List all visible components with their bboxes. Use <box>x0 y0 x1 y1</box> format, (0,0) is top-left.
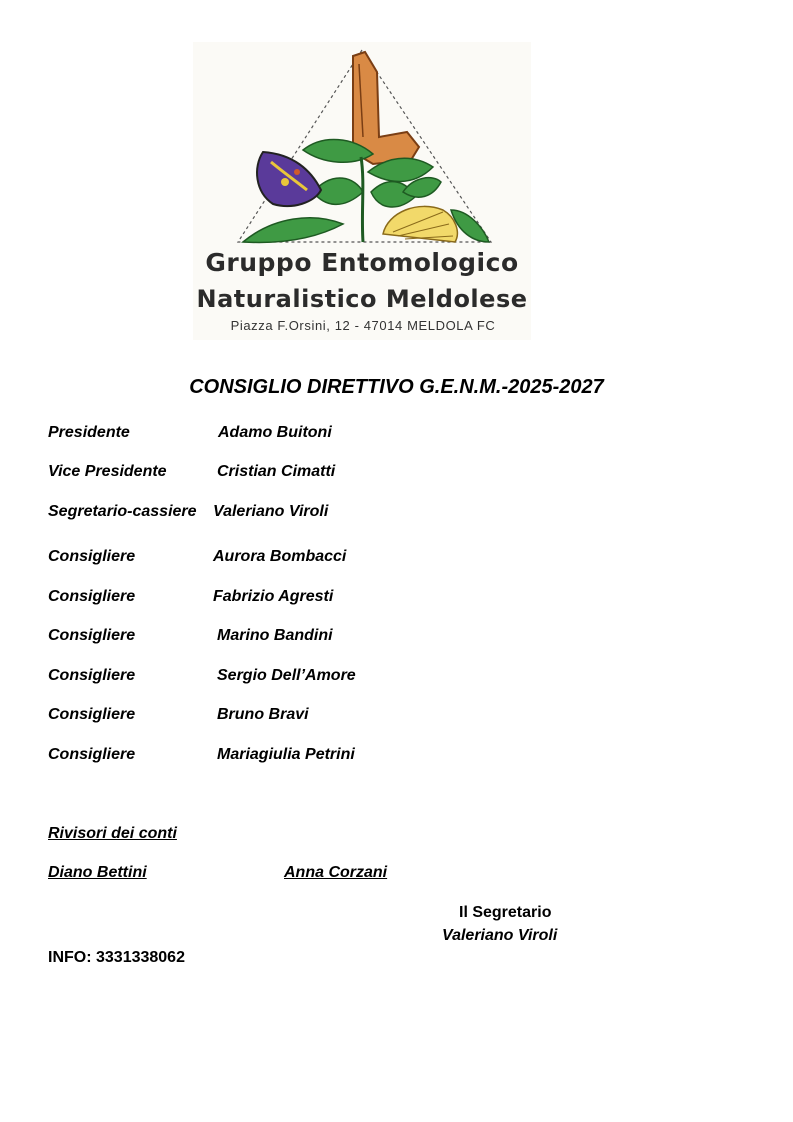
member-name: Fabrizio Agresti <box>213 588 334 605</box>
auditor-name: Diano Bettini <box>48 864 147 881</box>
member-name: Marino Bandini <box>217 627 333 644</box>
member-name: Cristian Cimatti <box>217 463 336 480</box>
role-label: Presidente <box>48 424 130 441</box>
logo-name-line1: Gruppo Entomologico <box>205 248 519 277</box>
member-name: Valeriano Viroli <box>213 503 329 520</box>
role-label: Consigliere <box>48 588 136 605</box>
document-title: CONSIGLIO DIRETTIVO G.E.N.M.-2025-2027 <box>189 376 604 398</box>
signature-title: Il Segretario <box>459 904 552 921</box>
role-label: Consigliere <box>48 548 136 565</box>
logo-name-line2: Naturalistico Meldolese <box>196 285 528 313</box>
signature-name: Valeriano Viroli <box>442 927 558 944</box>
role-label: Consigliere <box>48 746 136 763</box>
member-name: Bruno Bravi <box>217 706 309 723</box>
member-name: Aurora Bombacci <box>213 548 347 565</box>
logo <box>193 42 531 340</box>
logo-emblem <box>193 42 531 252</box>
role-label: Segretario-cassiere <box>48 503 197 520</box>
auditors-heading: Rivisori dei conti <box>48 825 177 842</box>
info-phone: INFO: 3331338062 <box>48 949 185 966</box>
member-name: Sergio Dell’Amore <box>217 667 356 684</box>
member-name: Adamo Buitoni <box>218 424 332 441</box>
role-label: Consigliere <box>48 667 136 684</box>
role-label: Vice Presidente <box>48 463 167 480</box>
role-label: Consigliere <box>48 627 136 644</box>
member-name: Mariagiulia Petrini <box>217 746 355 763</box>
auditor-name: Anna Corzani <box>284 864 388 881</box>
role-label: Consigliere <box>48 706 136 723</box>
logo-address: Piazza F.Orsini, 12 - 47014 MELDOLA FC <box>230 318 496 333</box>
